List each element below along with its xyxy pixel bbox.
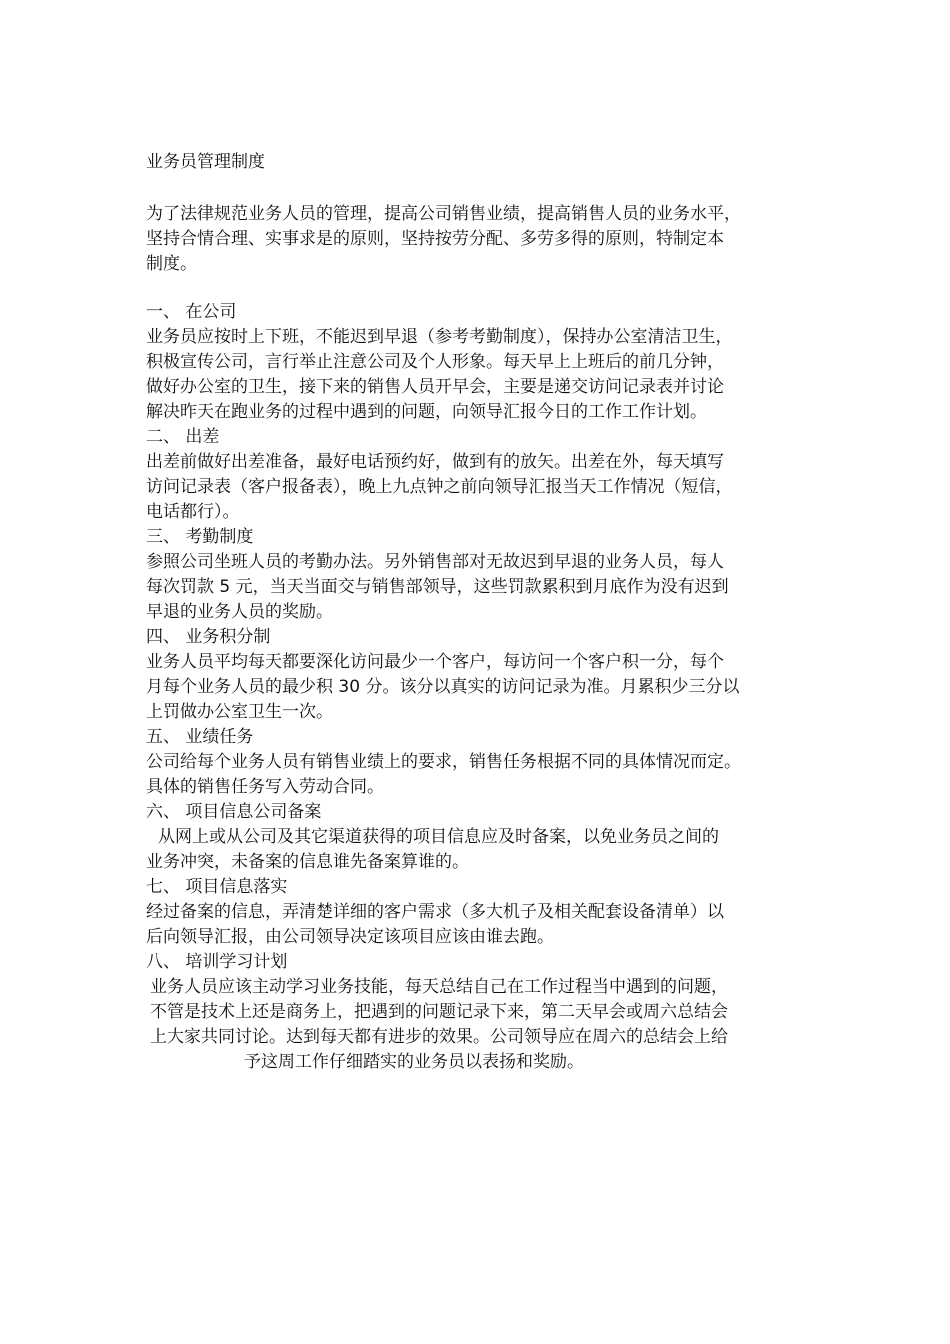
intro-line: 制度。: [146, 254, 197, 274]
section-heading: 四、 业务积分制: [146, 627, 271, 647]
intro-line: 坚持合情合理、实事求是的原则，坚持按劳分配、多劳多得的原则，特制定本: [146, 229, 724, 249]
section-8: [146, 950, 811, 1075]
intro-line: 为了法律规范业务人员的管理，提高公司销售业绩，提高销售人员的业务水平，: [146, 204, 741, 224]
section-heading: 八、 培训学习计划: [146, 952, 288, 972]
section-line: 经过备案的信息，弄清楚详细的客户需求（多大机子及相关配套设备清单）以: [146, 902, 724, 922]
document-title: 业务员管理制度: [146, 152, 265, 172]
section-line: 业务冲突，未备案的信息谁先备案算谁的。: [146, 852, 469, 872]
section-line: 解决昨天在跑业务的过程中遇到的问题，向领导汇报今日的工作工作计划。: [146, 402, 707, 422]
section-line: 不管是技术上还是商务上，把遇到的问题记录下来，第二天早会或周六总结会: [150, 1002, 728, 1022]
section-heading: 五、 业绩任务: [146, 727, 254, 747]
section-line: 参照公司坐班人员的考勤办法。另外销售部对无故迟到早退的业务人员，每人: [146, 552, 724, 572]
section-7: [146, 875, 811, 950]
section-line: 予这周工作仔细踏实的业务员以表扬和奖励。: [244, 1052, 584, 1072]
section-line: 上罚做办公室卫生一次。: [146, 702, 333, 722]
section-1: [146, 300, 811, 425]
section-5: [146, 725, 811, 800]
section-line: 做好办公室的卫生，接下来的销售人员开早会，主要是递交访问记录表并讨论: [146, 377, 724, 397]
section-heading: 一、 在公司: [146, 302, 237, 322]
section-heading: 三、 考勤制度: [146, 527, 254, 547]
section-line: 业务人员平均每天都要深化访问最少一个客户，每访问一个客户积一分，每个: [146, 652, 724, 672]
section-line: 业务员应按时上下班，不能迟到早退（参考考勤制度），保持办公室清洁卫生，: [146, 327, 733, 347]
section-line: 上大家共同讨论。达到每天都有进步的效果。公司领导应在周六的总结会上给: [150, 1027, 728, 1047]
section-2: [146, 425, 811, 525]
section-6: [146, 800, 811, 875]
section-line: 从网上或从公司及其它渠道获得的项目信息应及时备案，以免业务员之间的: [158, 827, 719, 847]
intro-paragraph: [146, 202, 811, 277]
section-heading: 七、 项目信息落实: [146, 877, 288, 897]
section-heading: 二、 出差: [146, 427, 220, 447]
section-line: 月每个业务人员的最少积 30 分。该分以真实的访问记录为准。月累积少三分以: [146, 677, 740, 697]
section-line: 公司给每个业务人员有销售业绩上的要求，销售任务根据不同的具体情况而定。: [146, 752, 741, 772]
section-line: 电话都行）。: [146, 502, 240, 522]
sections-list: [146, 300, 811, 1075]
section-3: [146, 525, 811, 625]
section-heading: 六、 项目信息公司备案: [146, 802, 322, 822]
section-line: 具体的销售任务写入劳动合同。: [146, 777, 384, 797]
section-line: 积极宣传公司，言行举止注意公司及个人形象。每天早上上班后的前几分钟，: [146, 352, 724, 372]
section-line: 后向领导汇报，由公司领导决定该项目应该由谁去跑。: [146, 927, 554, 947]
section-4: [146, 625, 811, 725]
section-line: 访问记录表（客户报备表），晚上九点钟之前向领导汇报当天工作情况（短信，: [146, 477, 733, 497]
section-line: 每次罚款 5 元，当天当面交与销售部领导，这些罚款累积到月底作为没有迟到: [146, 577, 729, 597]
section-line: 出差前做好出差准备，最好电话预约好，做到有的放矢。出差在外，每天填写: [146, 452, 724, 472]
section-line: 业务人员应该主动学习业务技能，每天总结自己在工作过程当中遇到的问题，: [150, 977, 728, 997]
section-line: 早退的业务人员的奖励。: [146, 602, 333, 622]
